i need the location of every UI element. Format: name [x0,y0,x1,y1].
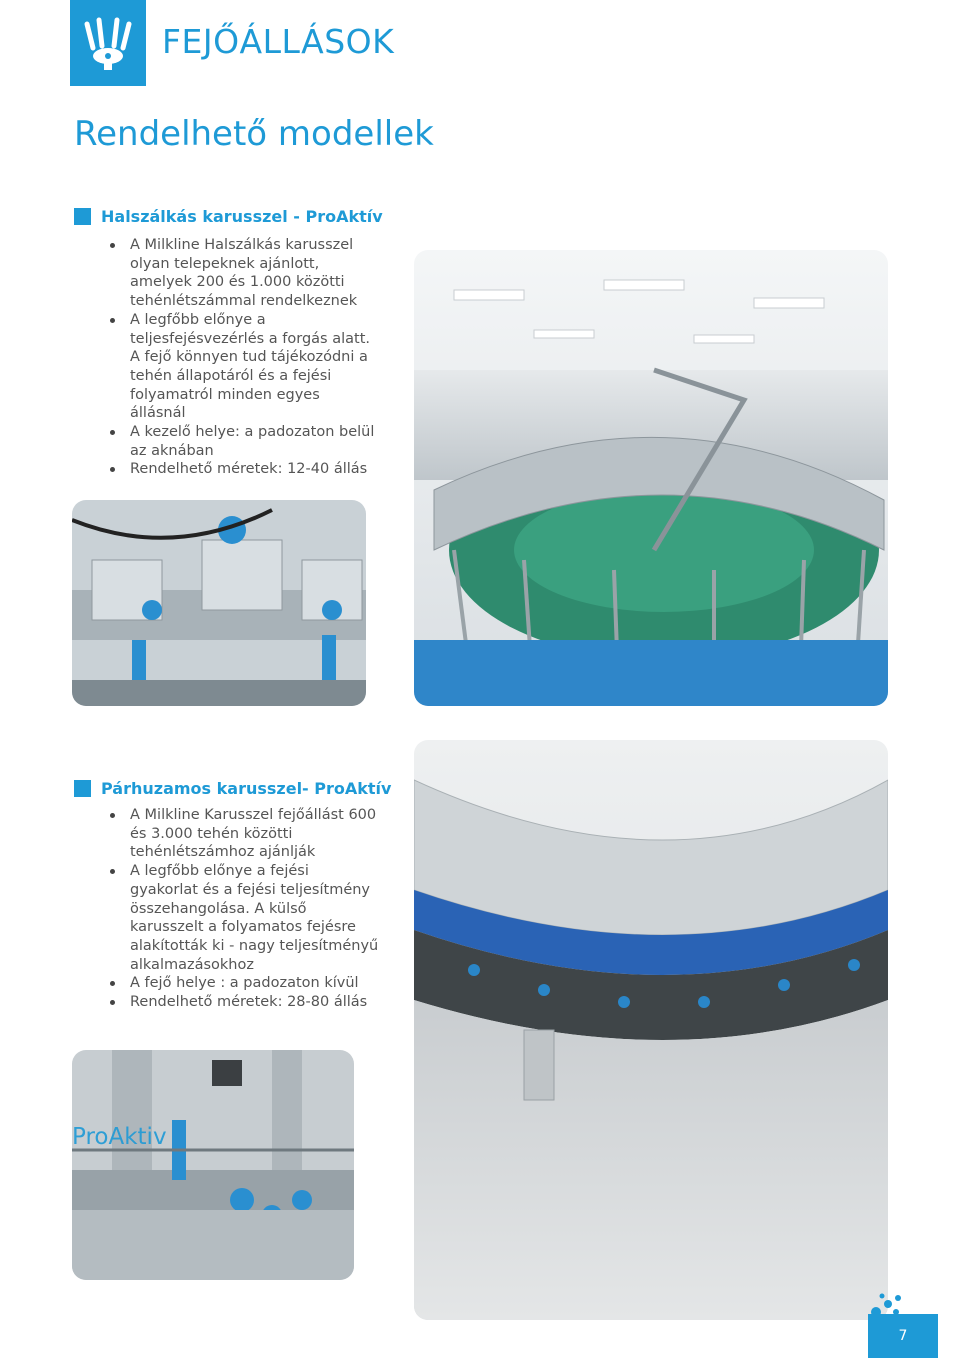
section-title-herringbone [74,207,383,226]
list-item: A Milkline Halszálkás karusszel olyan telepeknek ajánlott, amelyek 200 és 1.000 közötti tehénlétszámmal rendelkeznek [107,236,379,311]
list-item: A Milkline Karusszel fejőállást 600 és 3.000 tehén közötti tehénlétszámhoz ajánlják [107,806,379,862]
list-item: Rendelhető méretek: 12-40 állás [107,460,379,479]
section-marker-square [74,780,91,797]
section-title-text: Párhuzamos karusszel- ProAktív [101,779,392,798]
bullet-list-parallel [107,806,379,1012]
section-title-parallel [74,779,391,798]
photo-milking-units [72,500,366,706]
bullet-list-herringbone [107,236,379,479]
list-item: A legfőbb előnye a fejési gyakorlat és a fejési teljesítmény összehangolása. A külső karusszelt a folyamatos fejésre alakították ki - nagy teljesítményű alkalmazásokhoz [107,862,379,974]
page-heading: Rendelhető modellek [74,114,434,154]
list-item: Rendelhető méretek: 28-80 állás [107,993,379,1012]
photo-proaktiv-equipment [72,1050,354,1280]
header-title: FEJŐÁLLÁSOK [162,22,395,61]
section-marker-square [74,208,91,225]
photo-overlay-label: ProAktiv [72,1124,167,1150]
page-number: 7 [868,1314,938,1358]
photo-parallel-rotary [414,740,888,1320]
photo-rotary-parlor [414,250,888,706]
brand-logo [70,0,146,86]
list-item: A fejő helye : a padozaton kívül [107,974,379,993]
list-item: A legfőbb előnye a teljesfejésvezérlés a forgás alatt. A fejő könnyen tud tájékozódni a tehén állapotáról és a fejési folyamatról minden egyes állásnál [107,311,379,423]
section-title-text: Halszálkás karusszel - ProAktív [101,207,383,226]
milking-cluster-icon [77,12,139,74]
list-item: A kezelő helye: a padozaton belül az aknában [107,423,379,460]
